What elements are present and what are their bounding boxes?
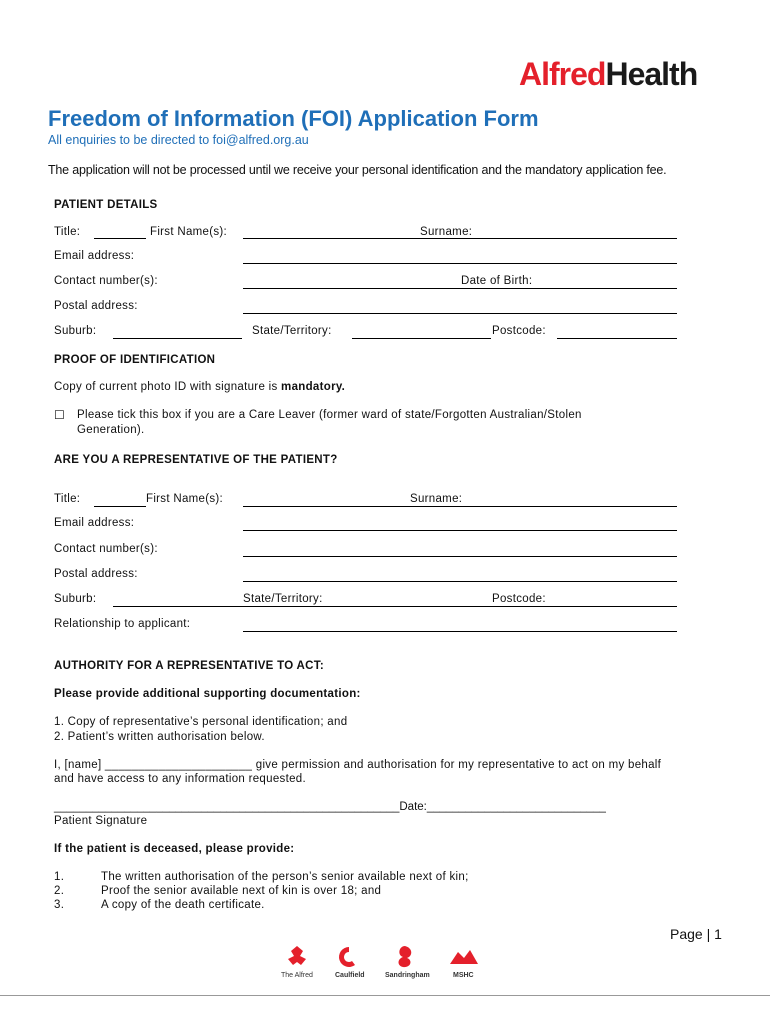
authority-subheading: Please provide additional supporting documentation: [54, 688, 361, 700]
logo-part-alfred: Alfred [519, 56, 606, 92]
rep-title-field[interactable] [94, 506, 146, 507]
care-leaver-label-line2: Generation). [77, 424, 145, 436]
rep-email-label: Email address: [54, 517, 135, 529]
patient-title-field[interactable] [94, 238, 146, 239]
representative-heading: ARE YOU A REPRESENTATIVE OF THE PATIENT? [54, 454, 338, 466]
rep-relationship-label: Relationship to applicant: [54, 618, 191, 630]
rep-title-label: Title: [54, 493, 81, 505]
mshc-text: MSHC [453, 972, 474, 979]
rep-suburb-label: Suburb: [54, 593, 97, 605]
patient-name-field[interactable] [243, 238, 677, 239]
patient-postal-label: Postal address: [54, 300, 138, 312]
rep-contact-field[interactable] [243, 556, 677, 557]
sandringham-text: Sandringham [385, 972, 430, 979]
patient-contact-field[interactable] [243, 288, 677, 289]
caulfield-text: Caulfield [335, 972, 365, 979]
patient-dob-label: Date of Birth: [461, 275, 533, 287]
patient-postal-field[interactable] [243, 313, 677, 314]
logo-part-health: Health [605, 56, 698, 92]
rep-first-name-label: First Name(s): [146, 493, 224, 505]
care-leaver-checkbox[interactable]: ☐ [54, 408, 65, 422]
authority-heading: AUTHORITY FOR A REPRESENTATIVE TO ACT: [54, 660, 324, 672]
patient-suburb-label: Suburb: [54, 325, 97, 337]
alfred-health-logo [519, 56, 697, 93]
deceased-item-1-text: The written authorisation of the person’s senior available next of kin; [101, 871, 469, 883]
authority-item-1: 1. Copy of representative’s personal identification; and [54, 716, 348, 728]
care-leaver-label-line1: Please tick this box if you are a Care Leaver (former ward of state/Forgotten Australian/Stolen [77, 409, 582, 421]
rep-surname-label: Surname: [410, 493, 463, 505]
patient-email-field[interactable] [243, 263, 677, 264]
patient-signature-label: Patient Signature [54, 815, 148, 827]
rep-postal-field[interactable] [243, 581, 677, 582]
rep-name-field[interactable] [243, 506, 677, 507]
deceased-item-2-num: 2. [54, 885, 65, 897]
patient-state-label: State/Territory: [252, 325, 332, 337]
permission-name-blank[interactable]: I, [name] ______________________ [54, 759, 253, 771]
footer-divider [0, 995, 770, 996]
signature-date-line[interactable]: ______________________________________________________Date:____________________________ [54, 801, 606, 813]
rep-postcode-label: Postcode: [492, 593, 546, 605]
patient-details-heading: PATIENT DETAILS [54, 199, 158, 211]
form-title: Freedom of Information (FOI) Application Form [48, 106, 539, 131]
permission-line-1 [54, 759, 661, 771]
patient-postcode-label: Postcode: [492, 325, 546, 337]
patient-suburb-field[interactable] [113, 338, 242, 339]
rep-postal-label: Postal address: [54, 568, 138, 580]
hospital-logos [275, 944, 495, 984]
patient-first-name-label: First Name(s): [150, 226, 228, 238]
deceased-item-3-text: A copy of the death certificate. [101, 899, 265, 911]
the-alfred-text: The Alfred [281, 972, 313, 979]
patient-title-label: Title: [54, 226, 81, 238]
rep-relationship-field[interactable] [243, 631, 677, 632]
caulfield-logo [335, 947, 365, 979]
patient-surname-label: Surname: [420, 226, 473, 238]
rep-contact-label: Contact number(s): [54, 543, 158, 555]
deceased-item-2-text: Proof the senior available next of kin is over 18; and [101, 885, 382, 897]
authority-item-2: 2. Patient’s written authorisation below. [54, 731, 265, 743]
proof-id-mandatory: mandatory. [281, 381, 346, 393]
patient-email-label: Email address: [54, 250, 135, 262]
rep-state-label: State/Territory: [243, 593, 323, 605]
proof-id-copy-text: Copy of current photo ID with signature is [54, 381, 278, 393]
deceased-item-1-num: 1. [54, 871, 65, 883]
sandringham-logo [385, 946, 430, 979]
rep-address-line-field[interactable] [113, 606, 677, 607]
the-alfred-logo [281, 946, 313, 979]
patient-contact-label: Contact number(s): [54, 275, 158, 287]
patient-state-field[interactable] [352, 338, 491, 339]
processing-notice: The application will not be processed until we receive your personal identification and the mandatory application fee. [48, 163, 667, 177]
patient-postcode-field[interactable] [557, 338, 677, 339]
rep-email-field[interactable] [243, 530, 677, 531]
proof-id-heading: PROOF OF IDENTIFICATION [54, 354, 216, 366]
permission-text: give permission and authorisation for my representative to act on my behalf [255, 759, 662, 771]
enquiries-text: All enquiries to be directed to foi@alfred.org.au [48, 133, 309, 147]
deceased-heading: If the patient is deceased, please provide: [54, 843, 295, 855]
page-number: Page | 1 [670, 926, 722, 942]
deceased-item-3-num: 3. [54, 899, 65, 911]
proof-id-text [54, 381, 345, 393]
permission-line-2: and have access to any information requested. [54, 773, 306, 785]
mshc-logo [450, 950, 478, 979]
